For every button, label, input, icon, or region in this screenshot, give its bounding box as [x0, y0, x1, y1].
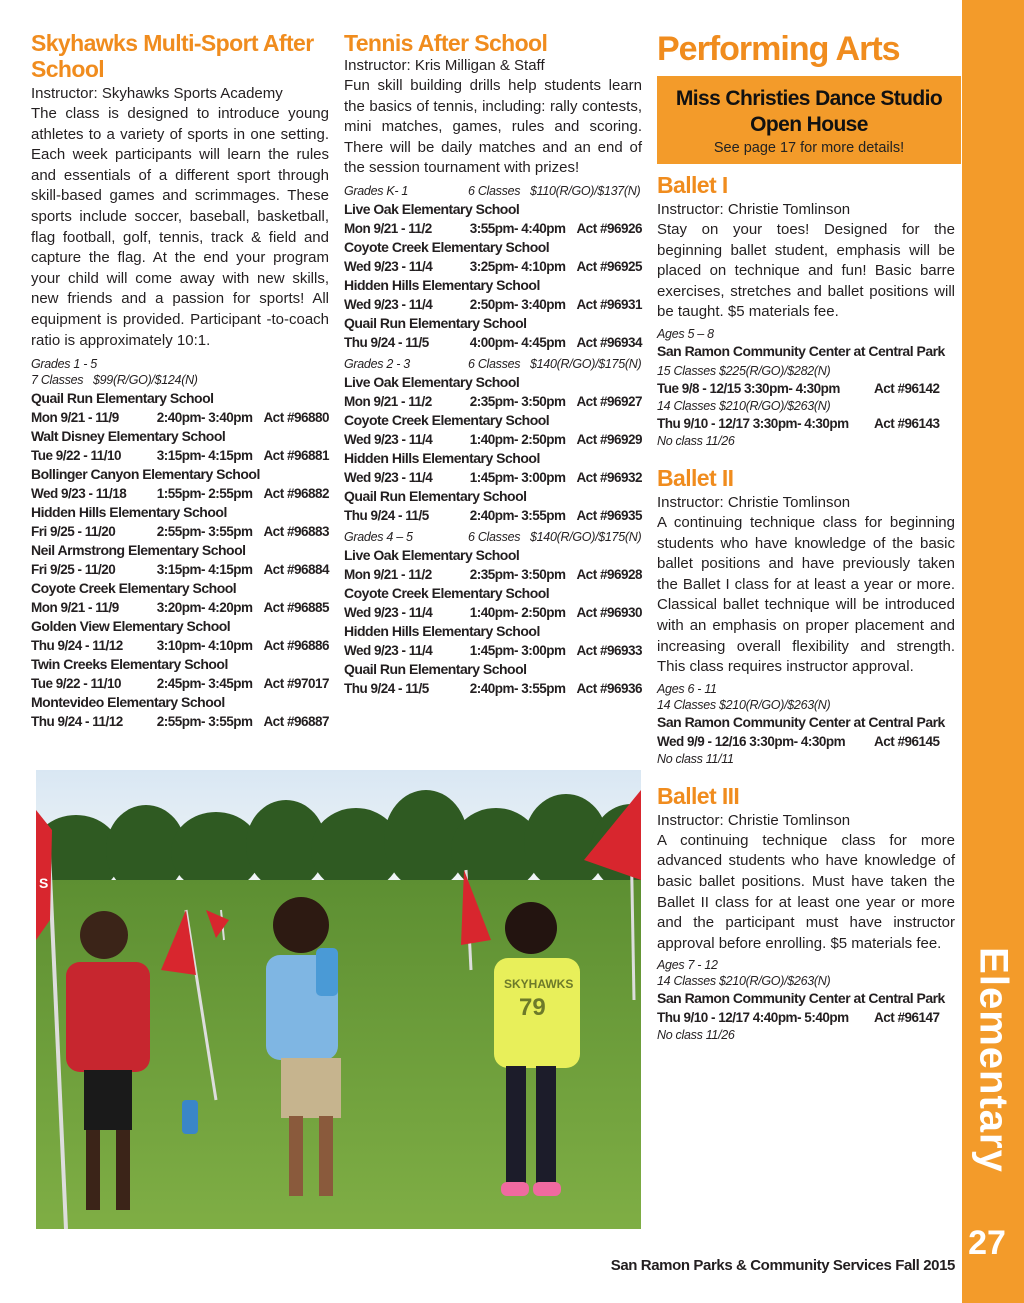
session-row: [31, 560, 329, 579]
session-dates: Mon 9/21 - 11/9: [31, 600, 119, 616]
session-location: Hidden Hills Elementary School: [344, 276, 540, 293]
ballet3-location: San Ramon Community Center at Central Park: [657, 990, 945, 1007]
session-time: 2:45pm- 3:45pm: [156, 676, 253, 692]
session-time: 3:20pm- 4:20pm: [156, 600, 253, 616]
session-location: Neil Armstrong Elementary School: [31, 542, 246, 559]
ballet1-option1-act: Act #96142: [874, 380, 940, 396]
session-act: Act #96932: [576, 469, 642, 485]
skyhawks-grades: Grades 1 - 5: [31, 357, 97, 372]
ballet1-option2-act: Act #96143: [874, 415, 940, 431]
ballet1-option2-row: [657, 414, 955, 433]
session-time: 2:40pm- 3:40pm: [156, 410, 253, 426]
session-row: [31, 598, 329, 617]
session-row: [31, 522, 329, 541]
session-time: 2:35pm- 3:50pm: [469, 393, 566, 409]
session-time: 1:55pm- 2:55pm: [156, 486, 253, 502]
performing-arts-header: [657, 28, 957, 78]
session-row: [344, 603, 642, 622]
photo-illustration: [36, 770, 641, 1229]
session-act: Act #96883: [263, 524, 329, 540]
session-time: 2:40pm- 3:55pm: [469, 507, 566, 523]
session-dates: Wed 9/23 - 11/4: [344, 258, 433, 274]
ballet1-option2-datetime: Thu 9/10 - 12/17 3:30pm- 4:30pm: [657, 415, 849, 431]
session-act: Act #96936: [576, 680, 642, 696]
tennis-classes: 6 Classes: [468, 183, 521, 198]
session-row: [31, 446, 329, 465]
session-dates: Thu 9/24 - 11/12: [31, 638, 123, 654]
shirt-number: 79: [519, 994, 546, 1021]
session-act: Act #96930: [576, 604, 642, 620]
ballet2-location: San Ramon Community Center at Central Park: [657, 713, 945, 730]
promo-open-house: Open House: [750, 113, 868, 136]
open-house-banner: [657, 76, 961, 164]
session-act: Act #96931: [576, 296, 642, 312]
session-act: Act #96887: [263, 714, 329, 730]
ballet3-note: No class 11/26: [657, 1028, 735, 1043]
session-row: [344, 679, 642, 698]
tennis-title: Tennis After School: [344, 30, 548, 56]
ballet3-datetime: Thu 9/10 - 12/17 4:40pm- 5:40pm: [657, 1010, 849, 1026]
tennis-classes: 6 Classes: [468, 356, 521, 371]
session-row: [31, 712, 329, 731]
ballet2-row: [657, 732, 955, 751]
session-dates: Wed 9/23 - 11/4: [344, 604, 433, 620]
session-dates: Fri 9/25 - 11/20: [31, 524, 116, 540]
session-row: [344, 641, 642, 660]
skyhawks-classes: 7 Classes: [31, 373, 84, 388]
session-dates: Thu 9/24 - 11/12: [31, 714, 123, 730]
session-dates: Thu 9/24 - 11/5: [344, 334, 429, 350]
session-time: 1:45pm- 3:00pm: [469, 642, 566, 658]
session-dates: Tue 9/22 - 11/10: [31, 676, 122, 692]
session-time: 4:00pm- 4:45pm: [469, 334, 566, 350]
session-row: [31, 674, 329, 693]
ballet1-ages: Ages 5 – 8: [657, 326, 714, 341]
session-row: [344, 430, 642, 449]
session-act: Act #96886: [263, 638, 329, 654]
session-dates: Mon 9/21 - 11/2: [344, 393, 432, 409]
tennis-grades: Grades 2 - 3: [344, 356, 410, 371]
session-act: Act #96933: [576, 642, 642, 658]
session-dates: Mon 9/21 - 11/2: [344, 220, 432, 236]
session-dates: Wed 9/23 - 11/18: [31, 486, 127, 502]
ballet2-act: Act #96145: [874, 733, 940, 749]
ballet1-option1-meta: 15 Classes $225(R/GO)/$282(N): [657, 363, 831, 378]
session-act: Act #96884: [263, 562, 329, 578]
session-time: 2:55pm- 3:55pm: [156, 714, 253, 730]
session-row: [344, 392, 642, 411]
ballet1-option1-datetime: Tue 9/8 - 12/15 3:30pm- 4:30pm: [657, 380, 840, 396]
tennis-group-meta: [344, 356, 642, 373]
session-dates: Wed 9/23 - 11/4: [344, 431, 433, 447]
session-act: Act #96934: [576, 334, 642, 350]
ballet3-title: Ballet III: [657, 782, 740, 809]
session-act: Act #97017: [263, 676, 329, 692]
ballet1-location: San Ramon Community Center at Central Park: [657, 342, 945, 359]
tennis-group-meta: [344, 183, 642, 200]
session-location: Hidden Hills Elementary School: [344, 449, 540, 466]
session-location: Quail Run Elementary School: [344, 487, 527, 504]
session-dates: Thu 9/24 - 11/5: [344, 507, 429, 523]
session-act: Act #96925: [576, 258, 642, 274]
session-location: Twin Creeks Elementary School: [31, 656, 228, 673]
session-location: Hidden Hills Elementary School: [344, 622, 540, 639]
session-row: [344, 565, 642, 584]
session-dates: Mon 9/21 - 11/9: [31, 410, 119, 426]
session-act: Act #96927: [576, 393, 642, 409]
session-location: Live Oak Elementary School: [344, 200, 520, 217]
tennis-fee: $110(R/GO)/$137(N): [530, 183, 641, 198]
skyhawks-instructor: Instructor: Skyhawks Sports Academy: [31, 85, 283, 102]
session-time: 3:15pm- 4:15pm: [156, 448, 253, 464]
session-act: Act #96885: [263, 600, 329, 616]
ballet1-note: No class 11/26: [657, 433, 735, 448]
performing-arts-title: Performing Arts: [657, 30, 900, 68]
session-row: [344, 468, 642, 487]
session-time: 2:55pm- 3:55pm: [156, 524, 253, 540]
session-location: Coyote Creek Elementary School: [31, 580, 237, 597]
tennis-grades: Grades 4 – 5: [344, 529, 413, 544]
session-row: [344, 295, 642, 314]
session-dates: Fri 9/25 - 11/20: [31, 562, 116, 578]
skyhawks-sessions: [31, 389, 329, 731]
tennis-fee: $140(R/GO)/$175(N): [530, 356, 642, 371]
tennis-groups: [344, 183, 642, 698]
session-location: Walt Disney Elementary School: [31, 428, 226, 445]
session-act: Act #96881: [263, 448, 329, 464]
ballet1-option2-meta: 14 Classes $210(R/GO)/$263(N): [657, 398, 831, 413]
session-dates: Mon 9/21 - 11/2: [344, 566, 432, 582]
ballet2-title: Ballet II: [657, 464, 734, 491]
session-location: Quail Run Elementary School: [31, 390, 214, 407]
tennis-description: Fun skill building drills help students learn the basics of tennis, including: rally contests, mini matches, games, rules and scoring. There will be daily matches and an end of the session tournament with prizes!: [344, 77, 642, 177]
ballet2-datetime: Wed 9/9 - 12/16 3:30pm- 4:30pm: [657, 733, 846, 749]
session-act: Act #96880: [263, 410, 329, 426]
sidebar-section-label: Elementary: [971, 947, 1016, 1173]
session-location: Coyote Creek Elementary School: [344, 238, 550, 255]
session-dates: Wed 9/23 - 11/4: [344, 642, 433, 658]
session-time: 1:40pm- 2:50pm: [469, 431, 566, 447]
session-location: Hidden Hills Elementary School: [31, 504, 227, 521]
session-dates: Wed 9/23 - 11/4: [344, 296, 433, 312]
session-time: 2:35pm- 3:50pm: [469, 566, 566, 582]
session-row: [344, 257, 642, 276]
tennis-group-meta: [344, 529, 642, 546]
session-row: [31, 636, 329, 655]
session-location: Live Oak Elementary School: [344, 546, 520, 563]
session-location: Coyote Creek Elementary School: [344, 584, 550, 601]
session-act: Act #96882: [263, 486, 329, 502]
session-time: 3:25pm- 4:10pm: [469, 258, 566, 274]
session-time: 2:50pm- 3:40pm: [469, 296, 566, 312]
ballet1-option1-row: [657, 379, 955, 398]
session-dates: Tue 9/22 - 11/10: [31, 448, 122, 464]
ballet2-note: No class 11/11: [657, 751, 734, 766]
skyhawks-fee: $99(R/GO)/$124(N): [93, 373, 198, 388]
session-row: [31, 408, 329, 427]
session-row: [344, 506, 642, 525]
session-act: Act #96928: [576, 566, 642, 582]
ballet1-instructor: Instructor: Christie Tomlinson: [657, 201, 851, 218]
ballet3-description: A continuing technique class for more advanced students who have knowledge of basic ballet positions. Must have taken the Ballet II class for at least one year or more and the participant must have instructor approval before enrolling. $5 materials fee.: [657, 831, 955, 952]
session-location: Coyote Creek Elementary School: [344, 411, 550, 428]
tennis-instructor: Instructor: Kris Milligan & Staff: [344, 57, 545, 74]
session-row: [344, 219, 642, 238]
session-dates: Thu 9/24 - 11/5: [344, 680, 429, 696]
ballet2-meta: 14 Classes $210(R/GO)/$263(N): [657, 697, 831, 712]
session-time: 1:45pm- 3:00pm: [469, 469, 566, 485]
ballet1-title: Ballet I: [657, 172, 728, 198]
ballet1-description: Stay on your toes! Designed for the beginning ballet student, emphasis will be placed on technique and fun! Basic barre exercises, stretches and ballet positions will be taught. $5 materials fee.: [657, 221, 955, 321]
page-number: 27: [968, 1224, 1006, 1262]
session-time: 1:40pm- 2:50pm: [469, 604, 566, 620]
tennis-fee: $140(R/GO)/$175(N): [530, 529, 642, 544]
session-location: Bollinger Canyon Elementary School: [31, 466, 260, 483]
ballet2-instructor: Instructor: Christie Tomlinson: [657, 493, 851, 511]
ballet2-description: A continuing technique class for beginning students who have knowledge of the basic ballet positions and have previously taken the Ballet I class for at least a year or more. Classical ballet technique will be introduced with an emphasis on proper placement and increasing overall flexibility and strength. This class requires instructor approval.: [657, 513, 955, 676]
session-location: Quail Run Elementary School: [344, 314, 527, 331]
skyhawks-fee-row: [31, 372, 329, 389]
session-location: Montevideo Elementary School: [31, 694, 225, 711]
session-time: 3:10pm- 4:10pm: [156, 638, 253, 654]
session-dates: Wed 9/23 - 11/4: [344, 469, 433, 485]
tennis-section: [344, 30, 642, 698]
kids-sports-photo: [36, 770, 641, 1229]
session-row: [344, 333, 642, 352]
session-time: 3:15pm- 4:15pm: [156, 562, 253, 578]
tennis-grades: Grades K- 1: [344, 183, 409, 198]
session-act: Act #96926: [576, 220, 642, 236]
session-location: Live Oak Elementary School: [344, 373, 520, 390]
skyhawks-section: [31, 30, 329, 731]
session-time: 3:55pm- 4:40pm: [469, 220, 566, 236]
ballet3-row: [657, 1008, 955, 1027]
ballet3-ages: Ages 7 - 12: [657, 958, 718, 973]
session-location: Golden View Elementary School: [31, 618, 231, 635]
session-act: Act #96929: [576, 431, 642, 447]
session-time: 2:40pm- 3:55pm: [469, 680, 566, 696]
skyhawks-description: The class is designed to introduce young athletes to a variety of sports in one setting. Each week participants will learn the rules and essentials of a different sport through skill-based games and scrimmages. These sports include soccer, baseball, basketball, flag football, golf, tennis, track & field and capture the flag. At the end your program your child will come away with new skills, new friends and a passion for sports! All equipment is provided. Participant -to-coach ratio is approximately 10:1.: [31, 105, 329, 349]
session-location: Quail Run Elementary School: [344, 660, 527, 677]
promo-see-page: See page 17 for more details!: [713, 140, 905, 156]
ballet3-meta: 14 Classes $210(R/GO)/$263(N): [657, 974, 831, 989]
ballet3-act: Act #96147: [874, 1010, 940, 1026]
shirt-text: SKYHAWKS: [504, 977, 574, 991]
ballet2-ages: Ages 6 - 11: [657, 681, 717, 696]
flag-letter: S: [39, 875, 49, 891]
tennis-classes: 6 Classes: [468, 529, 521, 544]
skyhawks-title: Skyhawks Multi-Sport After School: [31, 30, 314, 82]
promo-studio-name: Miss Christies Dance Studio: [675, 87, 943, 110]
session-row: [31, 484, 329, 503]
ballet-section: [657, 172, 955, 1043]
session-act: Act #96935: [576, 507, 642, 523]
footer-text: San Ramon Parks & Community Services Fall 2015: [610, 1257, 955, 1274]
ballet3-instructor: Instructor: Christie Tomlinson: [657, 811, 851, 829]
